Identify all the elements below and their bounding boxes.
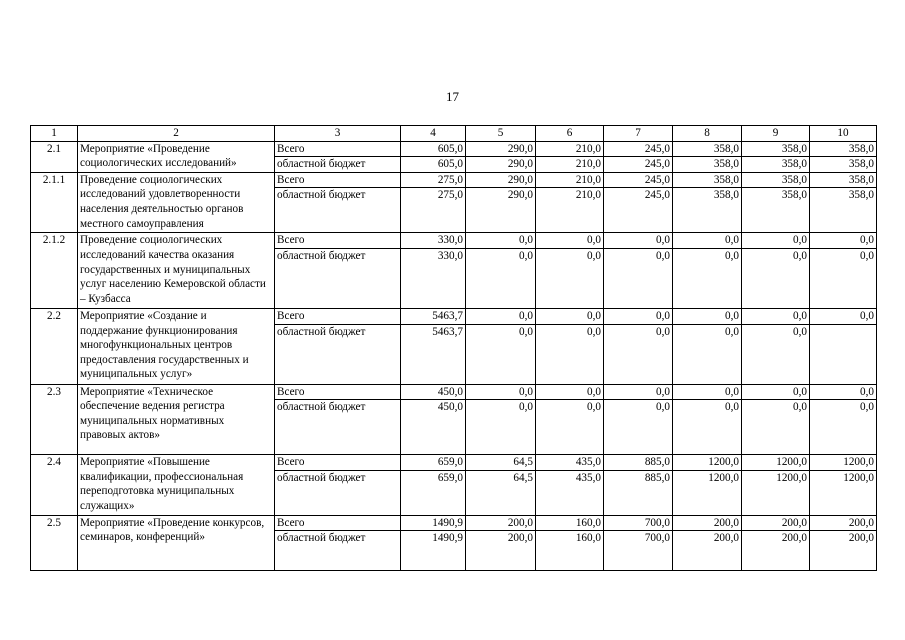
value-cell: 0,0: [810, 384, 877, 400]
table-row: [31, 141, 877, 157]
value-cell: 435,0: [536, 470, 604, 515]
funding-source: областной бюджет: [275, 157, 401, 173]
value-cell: 5463,7: [401, 324, 466, 384]
value-cell: 245,0: [604, 157, 673, 173]
funding-source: Всего: [275, 384, 401, 400]
column-header: 10: [810, 126, 877, 142]
funding-source: Всего: [275, 233, 401, 249]
funding-source: областной бюджет: [275, 248, 401, 308]
column-header: 6: [536, 126, 604, 142]
value-cell: 358,0: [742, 188, 810, 233]
value-cell: 0,0: [742, 400, 810, 455]
value-cell: 0,0: [810, 308, 877, 324]
column-header: 2: [78, 126, 275, 142]
value-cell: 200,0: [810, 515, 877, 531]
budget-table: [30, 125, 877, 571]
column-header: 5: [466, 126, 536, 142]
value-cell: 0,0: [604, 400, 673, 455]
value-cell: 0,0: [742, 308, 810, 324]
value-cell: 358,0: [810, 141, 877, 157]
value-cell: 0,0: [604, 248, 673, 308]
value-cell: 330,0: [401, 248, 466, 308]
value-cell: 0,0: [810, 400, 877, 455]
value-cell: 0,0: [673, 384, 742, 400]
funding-source: Всего: [275, 172, 401, 188]
value-cell: 0,0: [536, 384, 604, 400]
value-cell: 0,0: [466, 324, 536, 384]
value-cell: 200,0: [673, 531, 742, 571]
funding-source: областной бюджет: [275, 531, 401, 571]
value-cell: 245,0: [604, 188, 673, 233]
value-cell: 1200,0: [742, 470, 810, 515]
value-cell: 358,0: [742, 157, 810, 173]
value-cell: 200,0: [466, 531, 536, 571]
value-cell: 210,0: [536, 141, 604, 157]
value-cell: 0,0: [810, 233, 877, 249]
value-cell: 0,0: [604, 384, 673, 400]
value-cell: 0,0: [466, 248, 536, 308]
funding-source: областной бюджет: [275, 470, 401, 515]
value-cell: 1200,0: [810, 455, 877, 471]
value-cell: 659,0: [401, 470, 466, 515]
activity-name: Мероприятие «Техническое обеспечение ведения регистра муниципальных нормативных правовых актов»: [78, 384, 275, 455]
row-number: 2.1.2: [31, 233, 78, 309]
value-cell: 358,0: [810, 188, 877, 233]
activity-name: Мероприятие «Повышение квалификации, профессиональная переподготовка муниципальных служащих»: [78, 455, 275, 516]
value-cell: 290,0: [466, 157, 536, 173]
funding-source: Всего: [275, 455, 401, 471]
value-cell: 200,0: [810, 531, 877, 571]
value-cell: 0,0: [466, 400, 536, 455]
value-cell: 450,0: [401, 400, 466, 455]
value-cell: 358,0: [742, 141, 810, 157]
value-cell: 358,0: [673, 141, 742, 157]
funding-source: областной бюджет: [275, 188, 401, 233]
value-cell: 358,0: [810, 172, 877, 188]
value-cell: 0,0: [742, 233, 810, 249]
table-row: [31, 308, 877, 324]
value-cell: 885,0: [604, 455, 673, 471]
value-cell: 200,0: [742, 515, 810, 531]
table-header-row: [31, 126, 877, 142]
value-cell: 1490,9: [401, 531, 466, 571]
value-cell: 0,0: [604, 324, 673, 384]
activity-name: Проведение социологических исследований удовлетворенности населения деятельностью органов местного самоуправления: [78, 172, 275, 233]
value-cell: 0,0: [536, 248, 604, 308]
value-cell: 290,0: [466, 188, 536, 233]
value-cell: 290,0: [466, 141, 536, 157]
value-cell: 1200,0: [673, 470, 742, 515]
column-header: 4: [401, 126, 466, 142]
value-cell: 358,0: [673, 188, 742, 233]
value-cell: 0,0: [466, 308, 536, 324]
column-header: 8: [673, 126, 742, 142]
value-cell: 605,0: [401, 157, 466, 173]
value-cell: 0,0: [673, 324, 742, 384]
value-cell: 1200,0: [673, 455, 742, 471]
value-cell: 0,0: [536, 400, 604, 455]
value-cell: 358,0: [673, 157, 742, 173]
value-cell: 358,0: [673, 172, 742, 188]
funding-source: областной бюджет: [275, 400, 401, 455]
value-cell: 0,0: [742, 384, 810, 400]
funding-source: Всего: [275, 515, 401, 531]
table-row: [31, 515, 877, 531]
funding-source: Всего: [275, 308, 401, 324]
value-cell: 210,0: [536, 172, 604, 188]
value-cell: 358,0: [742, 172, 810, 188]
table-row: [31, 172, 877, 188]
table-row: [31, 233, 877, 249]
value-cell: 659,0: [401, 455, 466, 471]
value-cell: 358,0: [810, 157, 877, 173]
value-cell: 0,0: [742, 324, 810, 384]
table-row: [31, 384, 877, 400]
value-cell: 160,0: [536, 531, 604, 571]
value-cell: 0,0: [673, 248, 742, 308]
value-cell: 245,0: [604, 172, 673, 188]
funding-source: областной бюджет: [275, 324, 401, 384]
value-cell: 0,0: [466, 233, 536, 249]
row-number: 2.1.1: [31, 172, 78, 233]
value-cell: 275,0: [401, 172, 466, 188]
row-number: 2.4: [31, 455, 78, 516]
row-number: 2.5: [31, 515, 78, 571]
value-cell: 210,0: [536, 157, 604, 173]
value-cell: 290,0: [466, 172, 536, 188]
activity-name: Мероприятие «Проведение социологических исследований»: [78, 141, 275, 172]
activity-name: Мероприятие «Создание и поддержание функционирования многофункциональных центров предоставления государственных и муниципальных услуг»: [78, 308, 275, 384]
value-cell: 700,0: [604, 531, 673, 571]
value-cell: 0,0: [536, 308, 604, 324]
value-cell: 245,0: [604, 141, 673, 157]
value-cell: 0,0: [536, 233, 604, 249]
value-cell: [810, 324, 877, 384]
value-cell: 200,0: [673, 515, 742, 531]
value-cell: 0,0: [536, 324, 604, 384]
value-cell: 700,0: [604, 515, 673, 531]
value-cell: 64,5: [466, 455, 536, 471]
activity-name: Проведение социологических исследований качества оказания государственных и муниципальных услуг населению Кемеровской области – Кузбасса: [78, 233, 275, 309]
value-cell: 0,0: [604, 233, 673, 249]
value-cell: 0,0: [604, 308, 673, 324]
value-cell: 0,0: [810, 248, 877, 308]
row-number: 2.3: [31, 384, 78, 455]
row-number: 2.2: [31, 308, 78, 384]
value-cell: 605,0: [401, 141, 466, 157]
value-cell: 200,0: [466, 515, 536, 531]
value-cell: 330,0: [401, 233, 466, 249]
value-cell: 210,0: [536, 188, 604, 233]
funding-source: Всего: [275, 141, 401, 157]
value-cell: 885,0: [604, 470, 673, 515]
value-cell: 160,0: [536, 515, 604, 531]
value-cell: 435,0: [536, 455, 604, 471]
column-header: 3: [275, 126, 401, 142]
column-header: 7: [604, 126, 673, 142]
value-cell: 0,0: [466, 384, 536, 400]
table-body: [31, 126, 877, 571]
page-number: 17: [446, 89, 459, 104]
value-cell: 275,0: [401, 188, 466, 233]
value-cell: 5463,7: [401, 308, 466, 324]
value-cell: 200,0: [742, 531, 810, 571]
value-cell: 1200,0: [810, 470, 877, 515]
activity-name: Мероприятие «Проведение конкурсов, семинаров, конференций»: [78, 515, 275, 571]
column-header: 1: [31, 126, 78, 142]
value-cell: 450,0: [401, 384, 466, 400]
table-row: [31, 455, 877, 471]
value-cell: 0,0: [673, 308, 742, 324]
value-cell: 0,0: [673, 233, 742, 249]
value-cell: 1200,0: [742, 455, 810, 471]
value-cell: 64,5: [466, 470, 536, 515]
row-number: 2.1: [31, 141, 78, 172]
value-cell: 1490,9: [401, 515, 466, 531]
value-cell: 0,0: [673, 400, 742, 455]
value-cell: 0,0: [742, 248, 810, 308]
column-header: 9: [742, 126, 810, 142]
